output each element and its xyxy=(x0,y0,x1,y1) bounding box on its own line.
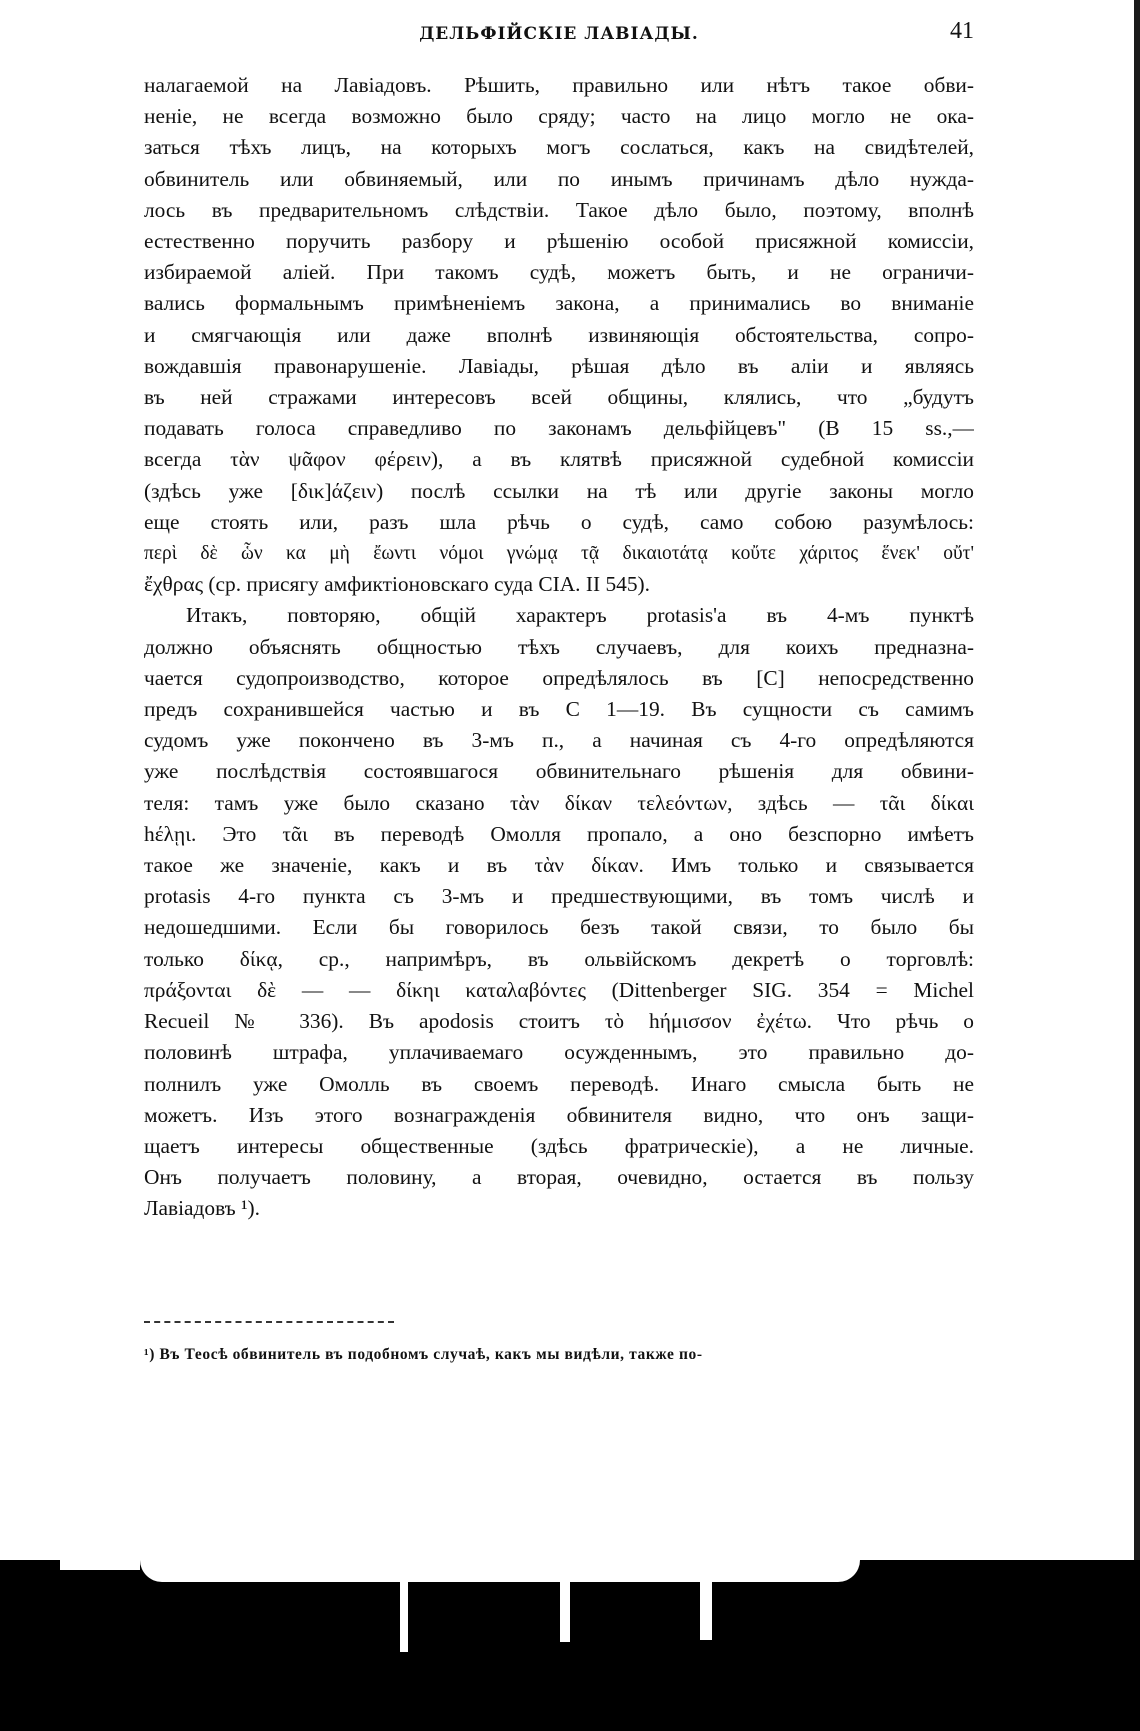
text-line: и смягчающія или даже вполнѣ извиняющія обстоятельства, сопро- xyxy=(144,322,974,347)
page-number: 41 xyxy=(950,18,974,44)
text-line: щаетъ интересы общественные (здѣсь фратрическіе), а не личные. xyxy=(144,1133,974,1158)
text-line-paragraph-end: Лавіадовъ ¹). xyxy=(144,1196,260,1221)
scan-artifact xyxy=(60,1560,140,1570)
scan-artifact xyxy=(400,1582,408,1652)
text-line: недошедшими. Если бы говорилось безъ такой связи, то было бы xyxy=(144,915,974,940)
text-line: естественно поручить разбору и рѣшенію особой присяжной комиссіи, xyxy=(144,229,974,254)
page-header xyxy=(144,14,974,54)
text-line: (здѣсь уже [δικ]άζειν) послѣ ссылки на тѣ или другіе законы могло xyxy=(144,478,974,503)
scan-artifact xyxy=(140,1560,860,1582)
text-line: Recueil № 336). Въ apodosis стоитъ τὸ hήμισσον ἐχέτω. Что рѣчь о xyxy=(144,1009,974,1034)
text-line: вождавшія правонарушеніе. Лавіады, рѣшая дѣло въ аліи и являясь xyxy=(144,353,974,378)
text-line: заться тѣхъ лицъ, на которыхъ могъ сослаться, какъ на свидѣтелей, xyxy=(144,135,974,160)
text-line: въ ней стражами интересовъ всей общины, клялись, что „будутъ xyxy=(144,385,974,410)
text-line: полнилъ уже Омолль въ своемъ переводѣ. Инаго смысла быть не xyxy=(144,1071,974,1096)
text-line-paragraph-end: ἔχθρας (ср. присягу амфиктіоновскаго суда CIA. II 545). xyxy=(144,572,651,597)
text-line: еще стоять или, разъ шла рѣчь о судѣ, само собою разумѣлось: xyxy=(144,509,974,534)
text-line: судомъ уже покончено въ 3-мъ п., а начиная съ 4-го опредѣляются xyxy=(144,728,974,753)
text-line: обвинитель или обвиняемый, или по инымъ причинамъ дѣло нужда- xyxy=(144,166,974,191)
text-line: такое же значеніе, какъ и въ τὰν δίκαν. Имъ только и связывается xyxy=(144,853,974,878)
text-line: чается судопроизводство, которое опредѣлялось въ [С] непосредственно xyxy=(144,665,974,690)
page-edge-shadow xyxy=(1134,0,1140,1560)
text-line: protasis 4-го пункта съ 3-мъ и предшествующими, въ томъ числѣ и xyxy=(144,884,974,909)
text-line: можетъ. Изъ этого вознагражденія обвинителя видно, что онъ защи- xyxy=(144,1102,974,1127)
text-line: всегда τὰν ψᾶφον φέρειν), а въ клятвѣ присяжной судебной комиссіи xyxy=(144,447,974,472)
text-line: половинѣ штрафа, уплачиваемаго осужденнымъ, это правильно до- xyxy=(144,1040,974,1065)
text-line: предъ сохранившейся частью и въ С 1—19. Въ сущности съ самимъ xyxy=(144,697,974,722)
text-line: подавать голоса справедливо по законамъ дельфійцевъ" (В 15 ss.,— xyxy=(144,416,974,441)
text-line: избираемой аліей. При такомъ судѣ, можетъ быть, и не ограничи- xyxy=(144,260,974,285)
text-line-paragraph-start: Итакъ, повторяю, общій характеръ protasis'а въ 4-мъ пунктѣ xyxy=(186,603,974,628)
text-line: неніе, не всегда возможно было сряду; часто на лицо могло не ока- xyxy=(144,104,974,129)
text-line: лось въ предварительномъ слѣдствіи. Такое дѣло было, поэтому, вполнѣ xyxy=(144,197,974,222)
text-line: теля: тамъ уже было сказано τὰν δίκαν τελεόντων, здѣсь — τᾶι δίκαι xyxy=(144,790,974,815)
text-line: налагаемой на Лавіадовъ. Рѣшить, правильно или нѣтъ такое обви- xyxy=(144,73,974,97)
footnote: ¹) Въ Теосѣ обвинитель въ подобномъ случаѣ, какъ мы видѣли, также по- xyxy=(144,1346,703,1363)
greek-quote-line: περὶ δὲ ὧν κα μὴ ἔωντι νόμοι γνώμᾳ τᾷ δικαιοτάτᾳ κοὔτε χάριτος ἕνεκ' οὔτ' xyxy=(144,543,974,565)
footnote-divider xyxy=(144,1321,394,1323)
text-line: только δίκᾳ, ср., напримѣръ, въ ольвійскомъ декретѣ о торговлѣ: xyxy=(144,946,974,971)
text-line: вались формальнымъ примѣненіемъ закона, а принимались во вниманіе xyxy=(144,291,974,316)
running-head: ДЕЛЬФІЙСКІЕ ЛАВІАДЫ. xyxy=(419,24,699,44)
text-line: Онъ получаетъ половину, а вторая, очевидно, остается въ пользу xyxy=(144,1165,974,1190)
scan-dark-border xyxy=(0,1560,1140,1731)
scan-artifact xyxy=(700,1582,712,1640)
text-line: πράξονται δὲ — — δίκηι καταλαβόντες (Dittenberger SIG. 354 = Michel xyxy=(144,977,974,1002)
text-line: hέλῃι. Это τᾶι въ переводѣ Омолля пропало, а оно безспорно имѣетъ xyxy=(144,821,974,846)
text-line: должно объяснять общностью тѣхъ случаевъ, для коихъ предназна- xyxy=(144,634,974,659)
body-text xyxy=(144,70,974,1225)
text-line: уже послѣдствія состоявшагося обвинительнаго рѣшенія для обвини- xyxy=(144,759,974,784)
scan-artifact xyxy=(560,1582,570,1642)
